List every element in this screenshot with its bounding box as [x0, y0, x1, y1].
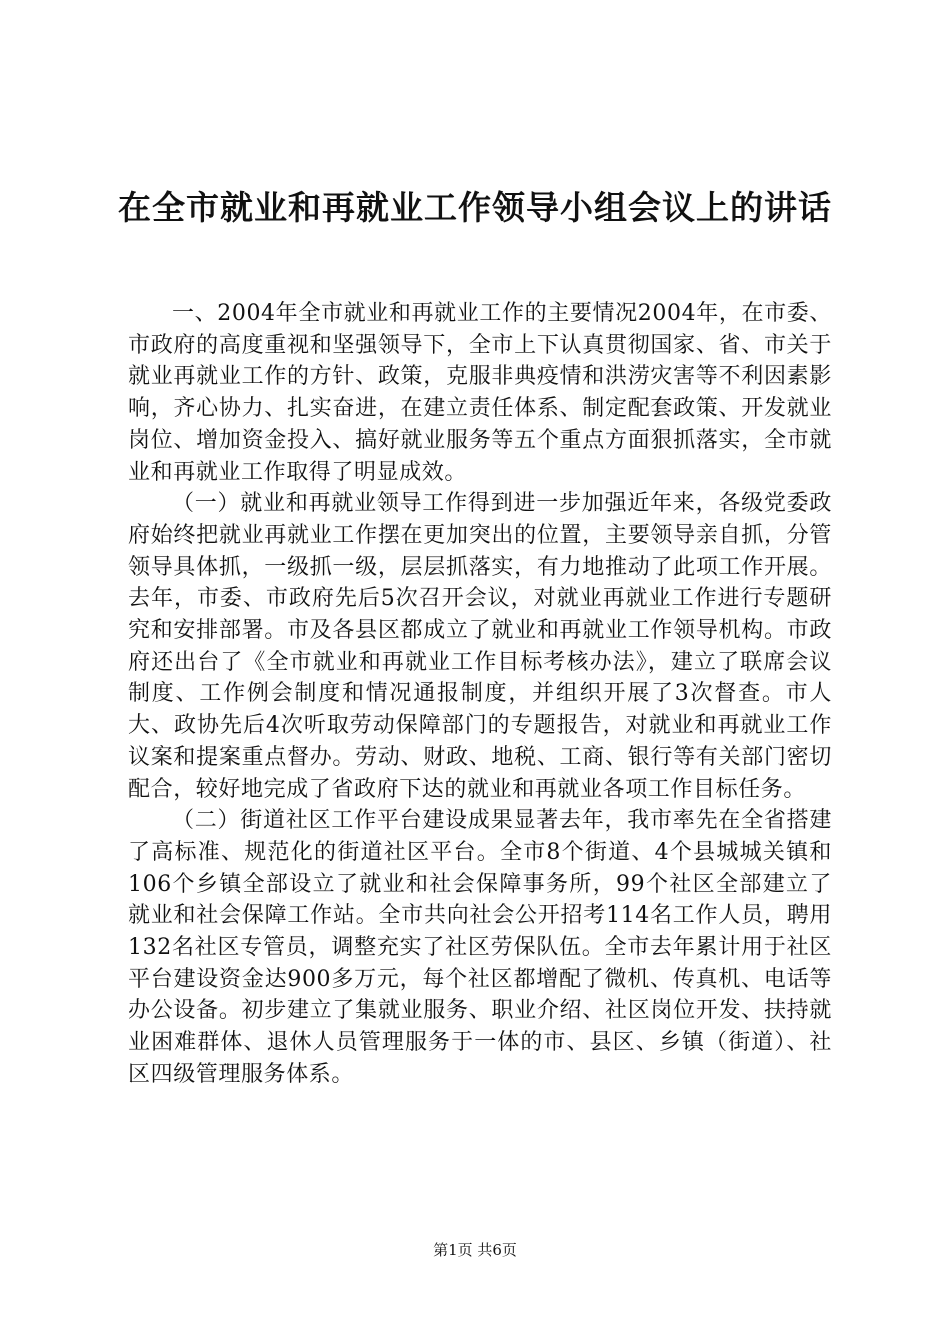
page-number-footer: 第1页 共6页 — [433, 1241, 517, 1259]
document-title: 在全市就业和再就业工作领导小组会议上的讲话 — [118, 188, 832, 227]
paragraph-3: （二）街道社区工作平台建设成果显著去年，我市率先在全省搭建了高标准、规范化的街道社区平台。全市8个街道、4个县城城关镇和106个乡镇全部设立了就业和社会保障事务所，99个社区全部建立了就业和社会保障工作站。全市共向社会公开招考114名工作人员，聘用132名社区专管员，调整充实了社区劳保队伍。全市去年累计用于社区平台建设资金达900多万元，每个社区都增配了微机、传真机、电话等办公设备。初步建立了集就业服务、职业介绍、社区岗位开发、扶持就业困难群体、退休人员管理服务于一体的市、县区、乡镇（街道）、社区四级管理服务体系。 — [128, 808, 832, 1087]
paragraph-1: 一、2004年全市就业和再就业工作的主要情况2004年，在市委、市政府的高度重视和坚强领导下，全市上下认真贯彻国家、省、市关于就业再就业工作的方针、政策，克服非典疫情和洪涝灾害等不利因素影响，齐心协力、扎实奋进，在建立责任体系、制定配套政策、开发就业岗位、增加资金投入、搞好就业服务等五个重点方面狠抓落实，全市就业和再就业工作取得了明显成效。 — [128, 301, 832, 485]
document-body — [128, 298, 832, 1091]
paragraph-2: （一）就业和再就业领导工作得到进一步加强近年来，各级党委政府始终把就业再就业工作摆在更加突出的位置，主要领导亲自抓，分管领导具体抓，一级抓一级，层层抓落实，有力地推动了此项工作开展。去年，市委、市政府先后5次召开会议，对就业再就业工作进行专题研究和安排部署。市及各县区都成立了就业和再就业工作领导机构。市政府还出台了《全市就业和再就业工作目标考核办法》，建立了联席会议制度、工作例会制度和情况通报制度，并组织开展了3次督查。市人大、政协先后4次听取劳动保障部门的专题报告，对就业和再就业工作议案和提案重点督办。劳动、财政、地税、工商、银行等有关部门密切配合，较好地完成了省政府下达的就业和再就业各项工作目标任务。 — [128, 491, 832, 802]
